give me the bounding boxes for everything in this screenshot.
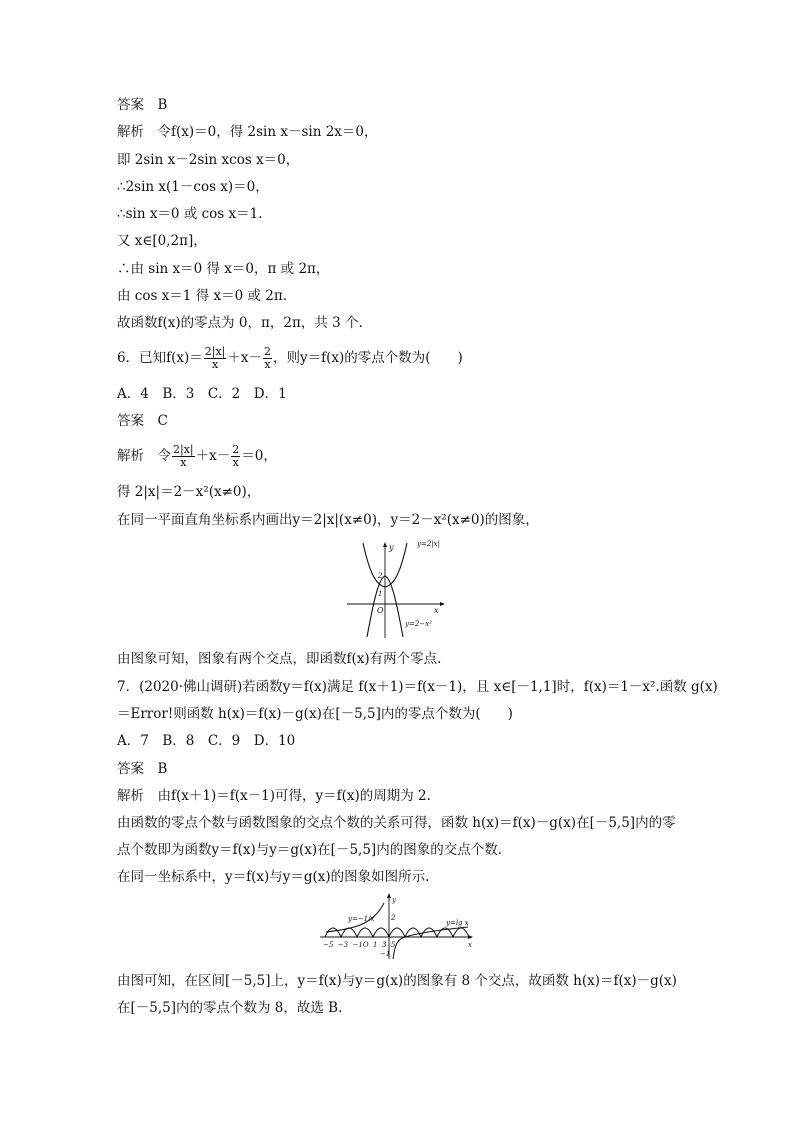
fraction-denominator: x bbox=[232, 456, 239, 469]
answer-line: 答案 B bbox=[117, 97, 168, 113]
fraction-numerator: 2|x| bbox=[204, 345, 226, 358]
y-axis-arrow bbox=[383, 542, 387, 547]
solution-line: ∴sin x＝0 或 cos x＝1. bbox=[117, 206, 263, 222]
q6-solution bbox=[117, 444, 277, 469]
q6-answer: 答案 C bbox=[117, 413, 168, 429]
q6-sol-suffix: ＝0， bbox=[241, 448, 277, 464]
x-axis-arrow bbox=[440, 602, 445, 606]
fraction bbox=[231, 444, 240, 469]
q7-solution-line: 在同一坐标系中，y＝f(x)与y＝g(x)的图象如图所示. bbox=[117, 869, 430, 885]
q6-solution-line: 在同一平面直角坐标系内画出y＝2|x|(x≠0)，y＝2－x²(x≠0)的图象， bbox=[117, 512, 539, 528]
q6-conclusion: 由图象可知，图象有两个交点，即函数f(x)有两个零点. bbox=[117, 651, 442, 667]
solution-line: 又 x∈[0,2π]， bbox=[117, 233, 207, 249]
label-origin: O bbox=[377, 606, 384, 615]
tick-1: 1 bbox=[378, 590, 383, 598]
fraction-numerator: 2 bbox=[232, 443, 240, 456]
y-axis-arrow bbox=[387, 893, 391, 898]
fraction-denominator: x bbox=[264, 358, 271, 371]
q7-answer: 答案 B bbox=[117, 761, 168, 777]
q7-solution-line: 由函数的零点个数与函数图象的交点个数的关系可得，函数 h(x)＝f(x)－g(x)在[－5,5]内的零 bbox=[117, 815, 676, 831]
label-y: y bbox=[392, 896, 396, 904]
question-6 bbox=[117, 346, 463, 371]
q7-conclusion-line: 由图可知，在区间[－5,5]上，y＝f(x)与y＝g(x)的图象有 8 个交点，故函数 h(x)＝f(x)－g(x) bbox=[117, 973, 677, 989]
q7-line-2: ＝Error!则函数 h(x)＝f(x)－g(x)在[－5,5]内的零点个数为( ) bbox=[117, 706, 513, 722]
fraction bbox=[172, 444, 195, 469]
label-recip: y=−1/x bbox=[348, 915, 375, 923]
log-curve bbox=[393, 927, 468, 959]
q7-solution-line: 解析 由f(x＋1)＝f(x－1)可得，y＝f(x)的周期为 2. bbox=[117, 788, 431, 804]
solution-line: 由 cos x＝1 得 x＝0 或 2π. bbox=[117, 288, 288, 304]
function-graph-figure-1 bbox=[345, 540, 455, 640]
q7-options: A．7 B．8 C．9 D．10 bbox=[117, 733, 296, 749]
q7-line-1: 7．(2020·佛山调研)若函数y＝f(x)满足 f(x＋1)＝f(x－1)，且 x∈[－1,1]时，f(x)＝1－x².函数 g(x) bbox=[117, 679, 718, 695]
label-y: y bbox=[389, 543, 394, 552]
fraction-denominator: x bbox=[180, 456, 187, 469]
q7-solution-line: 点个数即为函数y＝f(x)与y＝g(x)在[－5,5]内的图象的交点个数. bbox=[117, 842, 502, 858]
q6-mid: ＋x－ bbox=[227, 350, 262, 366]
q6-suffix: ，则y＝f(x)的零点个数为( ) bbox=[272, 350, 463, 366]
fraction bbox=[263, 346, 272, 371]
tick-2: 2 bbox=[378, 572, 383, 580]
q6-prefix: 6．已知f(x)＝ bbox=[117, 350, 203, 366]
fraction-denominator: x bbox=[211, 358, 219, 371]
fraction bbox=[204, 346, 227, 371]
label-x: x bbox=[434, 606, 439, 615]
solution-line: ∴由 sin x＝0 得 x＝0，π 或 2π， bbox=[117, 261, 330, 277]
q6-sol-mid: ＋x－ bbox=[195, 448, 231, 464]
solution-line: 解析 令f(x)＝0，得 2sin x－sin 2x＝0， bbox=[117, 124, 378, 140]
q6-sol-prefix: 解析 令 bbox=[117, 448, 171, 464]
label-x: x bbox=[468, 941, 472, 949]
tick-neg1: −1 bbox=[380, 950, 391, 958]
label-quad: y=2−x² bbox=[405, 620, 432, 628]
fraction-numerator: 2 bbox=[263, 345, 271, 358]
label-lg: y=lg x bbox=[446, 919, 469, 927]
q7-conclusion-line: 在[－5,5]内的零点个数为 8，故选 B. bbox=[117, 1000, 343, 1016]
tick-labels: −5 −3 −1O 1 3 5 bbox=[323, 941, 396, 949]
fraction-numerator: 2|x| bbox=[173, 443, 194, 456]
tick-2: 2 bbox=[391, 914, 396, 922]
solution-line: 故函数f(x)的零点为 0，π，2π，共 3 个. bbox=[117, 315, 363, 331]
function-graph-figure-2 bbox=[318, 893, 478, 961]
q6-solution-line: 得 2|x|＝2－x²(x≠0)， bbox=[117, 484, 261, 500]
label-exp: y=2|x| bbox=[417, 540, 440, 548]
q6-options: A．4 B．3 C．2 D．1 bbox=[117, 386, 287, 402]
solution-line: ∴2sin x(1－cos x)＝0， bbox=[117, 179, 269, 195]
solution-line: 即 2sin x－2sin xcos x＝0， bbox=[117, 152, 300, 168]
